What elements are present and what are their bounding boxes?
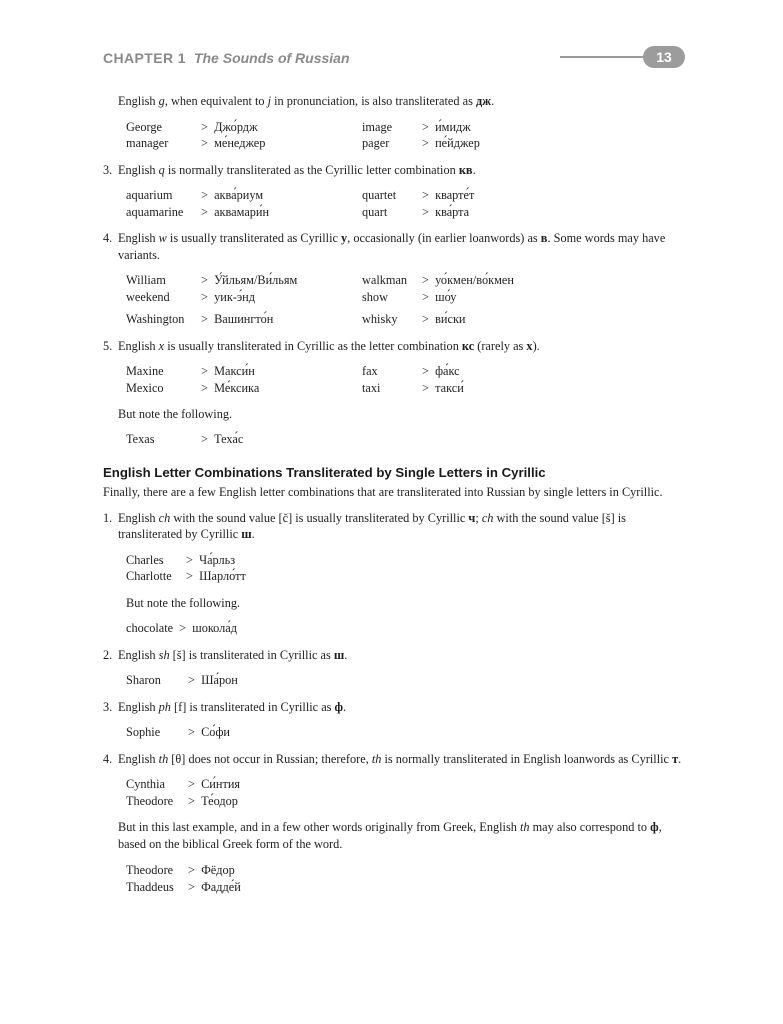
chocolate-example [126, 620, 685, 637]
list-item-ch: 1. English ch with the sound value [č] is usually transliterated by Cyrillic ч; ch with the sound value [š] is transliterated by Cyrillic ш. [103, 510, 626, 541]
g-intro-paragraph: English g, when equivalent to j in pronunciation, is also transliterated as дж. [118, 94, 495, 108]
example-row: Washington > Вашингто́н whisky > ви́ски [126, 312, 466, 326]
section-intro: Finally, there are a few English letter combinations that are transliterated into Russian by single letters in Cyrillic. [103, 485, 663, 499]
greek-note: But in this last example, and in a few other words originally from Greek, English th may also correspond to ф, based on the biblical Greek form of the word. [118, 820, 662, 851]
texas-example [126, 431, 685, 448]
g-examples [126, 119, 685, 152]
example-row: manager > ме́неджер pager > пе́йджер [126, 136, 480, 150]
list-item-ph: 3. English ph [f] is transliterated in Cyrillic as ф. [103, 699, 347, 714]
example-row: weekend > уик-э́нд show > шо́у [126, 289, 457, 304]
list-item-sh: 2. English sh [š] is transliterated in Cyrillic as ш. [103, 647, 348, 662]
section-heading: English Letter Combinations Transliterated by Single Letters in Cyrillic [103, 465, 546, 480]
note-following: But note the following. [118, 407, 233, 421]
chapter-title: The Sounds of Russian [193, 50, 350, 66]
w-examples [126, 272, 685, 328]
example-row: Cynthia > Си́нтия [126, 777, 241, 791]
example-row: Theodore > Те́одор [126, 793, 238, 808]
list-item-w: 4. English w is usually transliterated as Cyrillic у, occasionally (in earlier loanwords) as в. Some words may have variants. [103, 231, 666, 262]
example-row: Charlotte > Шарло́тт [126, 569, 246, 583]
example-row: Charles > Ча́рльз [126, 552, 236, 567]
example-row: Maxine > Макси́н fax > фа́кс [126, 364, 460, 378]
example-row: Mexico > Ме́ксика taxi > такси́ [126, 380, 464, 395]
example-row: Sharon > Ша́рон [126, 673, 238, 687]
ch-examples [126, 552, 685, 585]
example-row: Sophie > Со́фи [126, 725, 230, 739]
th-examples [126, 776, 685, 809]
note-following: But note the following. [126, 595, 241, 610]
chapter-label [103, 50, 350, 66]
ph-example [126, 724, 685, 741]
example-row: Texas > Теха́с [126, 431, 244, 446]
chapter-number: CHAPTER 1 [103, 50, 186, 66]
list-item-x: 5. English x is usually transliterated in Cyrillic as the letter combination кс (rarely as х). [103, 338, 540, 353]
q-examples [126, 187, 685, 220]
example-row: Thaddeus > Фадде́й [126, 879, 241, 894]
sh-example [126, 672, 685, 689]
greek-examples [126, 862, 685, 895]
x-examples [126, 363, 685, 396]
page-content [103, 93, 685, 895]
header-rule [560, 56, 650, 58]
example-row: aquamarine > аквамари́н quart > ква́рта [126, 204, 470, 219]
page-number-badge: 13 [643, 46, 685, 68]
list-item-th: 4. English th [θ] does not occur in Russian; therefore, th is normally transliterated in English loanwords as Cyrillic т. [103, 751, 682, 766]
example-row: aquarium > аква́риум quartet > кварте́т [126, 188, 475, 202]
list-item-q: 3. English q is normally transliterated as the Cyrillic letter combination кв. [103, 162, 476, 177]
running-header [103, 46, 683, 70]
example-row: chocolate > шокола́д [126, 621, 238, 635]
example-row: Theodore > Фёдор [126, 863, 235, 877]
example-row: George > Джо́рдж image > и́мидж [126, 119, 471, 134]
example-row: William > У́йльям/Ви́льям walkman > уо́кмен/во́кмен [126, 273, 514, 287]
